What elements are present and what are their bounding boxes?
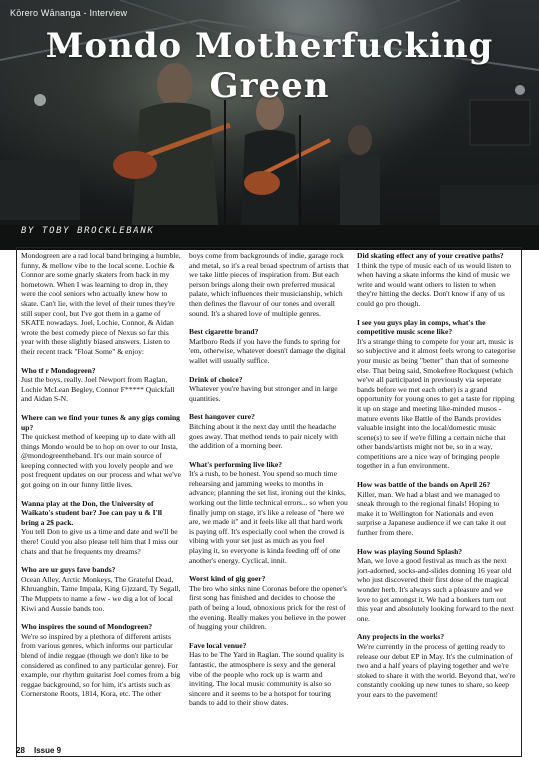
page-title: Mondo Motherfucking Green — [45, 26, 494, 106]
qa-block — [21, 499, 181, 557]
qa-block — [21, 413, 181, 490]
qa-block — [189, 574, 349, 632]
answer: I think the type of music each of us would listen to when having a skate informs the kind of music we write and would want others to listen to when they're hitting the decks. Don't know if any of us could go pro though. — [357, 260, 512, 308]
question: How was battle of the bands on April 26? — [357, 480, 491, 490]
qa-block — [189, 251, 349, 318]
question: Wanna play at the Don, the University of Waikato's student bar? Joe can pay u & I'll bring a 2$ pack. — [21, 498, 162, 527]
answer: You tell Don to give us a time and date and we'll be there! Could you also please tell him that I miss our chats and that he frequents my dreams? — [21, 527, 179, 556]
section-tag: Kōrero Wānanga - Interview — [10, 8, 128, 18]
qa-block — [21, 565, 181, 613]
answer: Bitching about it the next day until the headache goes away. That method tends to pair nicely with the addition of a morning beer. — [189, 421, 338, 451]
answer: The bro who sinks nine Coronas before the opener's first song has finished and decides to choose the path of being a loud, obnoxious prick for the rest of the evening. Really makes you believe in the power of hugging your children. — [189, 583, 347, 632]
page-footer — [16, 742, 522, 758]
qa-block — [357, 251, 517, 309]
question: Where can we find your tunes & any gigs coming up? — [21, 412, 180, 432]
qa-block — [189, 375, 349, 404]
qa-block — [189, 412, 349, 450]
question: Drink of choice? — [189, 374, 243, 384]
question: How was playing Sound Splash? — [357, 546, 463, 556]
question: Fave local venue? — [189, 640, 247, 650]
answer: Whatever you're having but stronger and in large quantities. — [189, 384, 338, 403]
column-1 — [21, 251, 181, 717]
question: Did skating effect any of your creative paths? — [357, 251, 504, 260]
qa-block — [357, 547, 517, 624]
column-3 — [357, 251, 517, 717]
qa-block — [357, 318, 517, 472]
question: Any projects in the works? — [357, 632, 445, 642]
answer: It's a strange thing to compete for your art, music is so subjective and it almost feels wrong to categorise your music as being "better" than that of someone else. That being said, Smokefree Rockquest (which we've all participated in previously via seperate bands before we met each other) is a grand opportunity for young ones to get a taste for ripping it up on stage and meeting like-minded musos - mature events like Battle of the Bands provides valuable insight into the local/domestic music scene(s) to see if we're filling a certain niche that other bands/artists might not be, so in a way, competitions are a nice way of bringing people together in a fun environment. — [357, 336, 516, 471]
question: Best hangover cure? — [189, 412, 255, 422]
qa-block — [189, 327, 349, 365]
question: Worst kind of gig goer? — [189, 574, 266, 584]
page-number: 28 — [16, 746, 25, 755]
question: Who inspires the sound of Mondogreen? — [21, 622, 153, 632]
qa-block — [189, 460, 349, 566]
answer: We're currently in the process of getting ready to release our debut EP in May. It's the culmination of two and a half years of playing together and we're stoked to share it with the world. Beyond that, we're constantly cooking up new tunes to share, so keep your ears to the pavement! — [357, 641, 516, 699]
qa-block — [357, 480, 517, 538]
hero-photo — [0, 0, 539, 250]
answer: boys come from backgrounds of indie, garage rock and metal, so it's a real broad spectrum of artists that we take little pieces of inspiration from. But each person brings along their own preferred musical palate, which influences their musicianship, which then defines the flavour of our tones and overall sound. It's a shared love of multiple genres. — [189, 251, 349, 318]
answer: Mondogreen are a rad local band bringing a humble, funny, & mellow vibe to the local scene. Lochie & Connor are some gnarly skaters from back in my hometown. When I was learning to drop in, they were the cool seniors who actually knew how to skate. Can't lie, with the level of their tunes they're still super cool, but I've got them in a game of SKATE nowadays. Joel, Lochie, Connor, & Aidan wrote the best comedy piece of Nexus so far this year with these slightly biased answers. Listen to their recent track "Float Some" & enjoy: — [21, 251, 181, 356]
question: Best cigarette brand? — [189, 327, 259, 337]
question: What's performing live like? — [189, 459, 283, 469]
answer: Just the boys, really. Joel Newport from Raglan, Lochie McLean Begley, Connor F***** Quickfall and Aidan S-N. — [21, 375, 175, 404]
question: Who tf r Mondogreen? — [21, 365, 96, 375]
column-2 — [189, 251, 349, 717]
byline: BY TOBY BROCKLEBANK — [21, 226, 155, 236]
qa-block — [189, 641, 349, 708]
question: Who are ur guys fave bands? — [21, 565, 116, 575]
qa-block — [21, 251, 181, 357]
qa-block — [21, 622, 181, 699]
answer: The quickest method of keeping up to date with all things Mondo would be to hop on over to our Insta, @mondogreentheband. It's our main source of keeping connected with you lovely people and we post frequent updates on our process and what we've got going on in our funny little lives. — [21, 432, 181, 490]
article-body — [16, 247, 522, 757]
answer: Killer, man. We had a blast and we managed to sneak through to the regional finals! Hoping to make it to Wellington for Nationals and even surprise a Japanese audience if we can take it out further from there. — [357, 489, 507, 538]
answer: Man, we love a good festival as much as the next jort-adorned, socks-and-slides donning 16 year old who just discovered their first dose of the magical wonder herb. It's always such a pleasure and we love to get amongst it. We had a bonkers turn out this year and absolutely looking forward to the next one. — [357, 556, 514, 623]
qa-block — [357, 632, 517, 699]
answer: Marlboro Reds if you have the funds to spring for 'em, otherwise, whatever doesn't damage the digital wallet will usually suffice. — [189, 336, 346, 365]
answer: Has to be The Yard in Raglan. The sound quality is fantastic, the atmosphere is sexy and the general vibe of the people who rock up is warm and inviting. The local music community is also so sincere and it seems to be a hotspot for touring bands to add to their show dates. — [189, 650, 344, 708]
issue-label: Issue 9 — [34, 746, 62, 755]
question: I see you guys play in comps, what's the competitive music scene like? — [357, 317, 486, 337]
answer: We're so inspired by a plethora of different artists from various genres, which informs our particular blend of indie reggae (though we don't like to be considered as confined to any particular genre). For example, our rhythm guitarist Joel comes from a big reggae background, so for him, it's artists such as Cornerstone Roots, 1814, Kora, etc. The other — [21, 631, 181, 699]
answer: Ocean Alley, Arctic Monkeys, The Grateful Dead, Khruangbin, Tame Impala, King G)zzard, Ty Segall, The Muppets to name a few - we dig a lot of local Kiwi and Aussie bands too. — [21, 574, 181, 613]
answer: It's a rush, to be honest. You spend so much time rehearsing and jamming weeks to months in advance; planning the set list, ironing out the kinks, working out the little technical errors... so when you finally jump on stage, it's like a release of "here we are, we made it" and it feels like all that hard work is paying off. It's especially cool when the crowd is vibing with your set just as much as you feel playing it, so everyone is kinda feeding off of one another's energy. Cyclical, innit. — [189, 469, 348, 565]
qa-block — [21, 366, 181, 404]
